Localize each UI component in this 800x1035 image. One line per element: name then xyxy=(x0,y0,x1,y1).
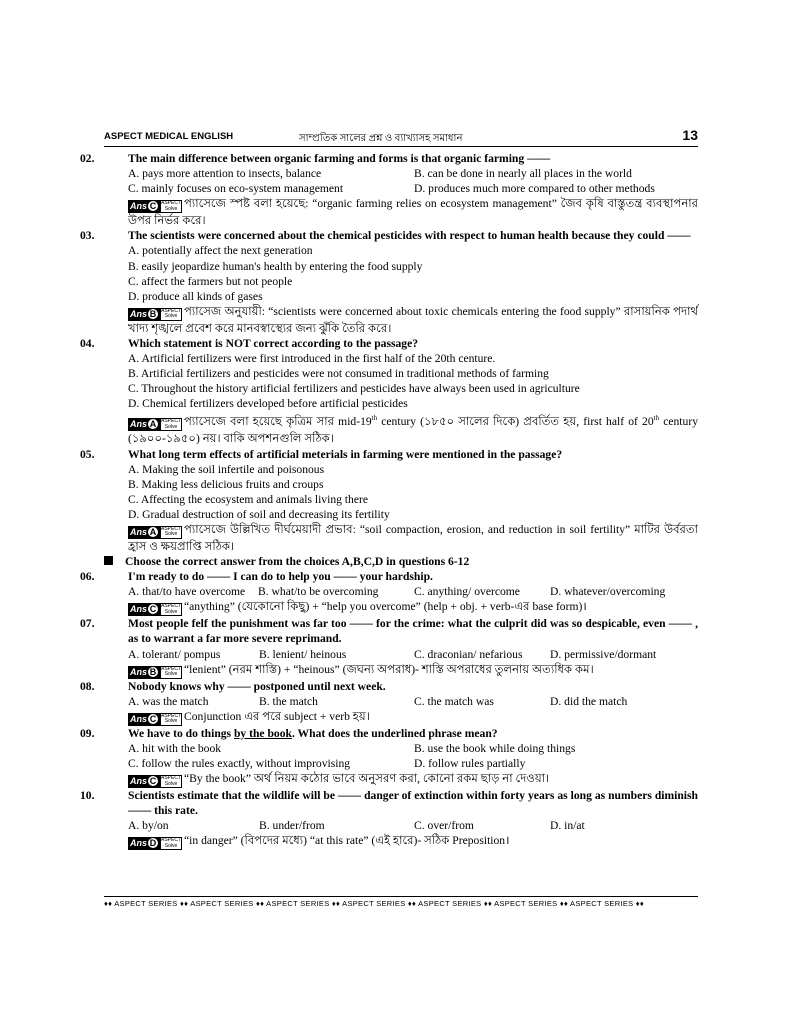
options-row: C. mainly focuses on eco-system management D. produces much more compared to other methods xyxy=(128,182,655,196)
option: A. Making the soil infertile and poisonous xyxy=(128,462,325,476)
question-06: 06. I'm ready to do —— I can do to help you —— your hardship. xyxy=(80,570,433,584)
question-10: 10. Scientists estimate that the wildlife will be —— danger of extinction within forty years as long as numbers diminish —— this rate. xyxy=(80,789,698,818)
question-09: 09. We have to do things by the book. What does the underlined phrase mean? xyxy=(80,726,498,740)
option: D. Chemical fertilizers developed before artificial pesticides xyxy=(128,397,408,411)
page xyxy=(80,127,698,849)
options-row: A. pays more attention to insects, balance B. can be done in nearly all places in the world xyxy=(128,167,632,181)
question-08: 08. Nobody knows why —— postponed until next week. xyxy=(80,679,386,693)
content xyxy=(80,151,698,850)
section-heading: Choose the correct answer from the choices A,B,C,D in questions 6-12 xyxy=(104,554,698,569)
options-row: A. tolerant/ pompus B. lenient/ heinous C. draconian/ nefarious D. permissive/dormant xyxy=(128,647,657,661)
header-subtitle: সাম্প্রতিক সালের প্রশ্ন ও ব্যাখ্যাসহ সমাধান xyxy=(299,133,463,144)
question-02: 02. The main difference between organic farming and forms is that organic farming —— xyxy=(80,152,551,165)
answer-badge: Ans C ASPECT Solve xyxy=(130,603,182,615)
answer-badge: Ans A ASPECT Solve xyxy=(130,525,182,538)
options-row: A. was the match B. the match C. the match was D. did the match xyxy=(128,694,628,708)
question-03: 03. The scientists were concerned about the chemical pesticides with respect to human health because they could —— xyxy=(80,229,691,243)
options-row: A. by/on B. under/from C. over/from D. in/at xyxy=(128,819,585,833)
option: D. Gradual destruction of soil and decreasing its fertility xyxy=(128,507,390,521)
options-row: A. hit with the book B. use the book while doing things xyxy=(128,741,576,755)
book-title: ASPECT MEDICAL ENGLISH xyxy=(104,131,234,142)
option: C. Affecting the ecosystem and animals living there xyxy=(128,492,368,506)
question-04: 04. Which statement is NOT correct according to the passage? xyxy=(80,336,419,350)
question-05: 05. What long term effects of artificial meterials in farming were mentioned in the passage? xyxy=(80,447,563,461)
option: B. Artificial fertilizers and pesticides were not consumed in traditional methods of farming xyxy=(128,367,549,381)
answer-explanation: Ans C ASPECT Solve প্যাসেজে স্পষ্ট বলা হয়েছে: “organic farming relies on ecosystem management” জৈব কৃষি বাস্তুতন্ত্র ব্যবস্থাপনার উপর নির্ভর করে। xyxy=(128,197,698,228)
option: B. Making less delicious fruits and croups xyxy=(128,477,324,491)
answer-explanation: Ans C ASPECT Solve “By the book” অর্থ নিয়ম কঠোর ভাবে অনুসরণ করা, কোনো রকম ছাড় না দেওয়া। xyxy=(130,772,550,787)
options-row: C. follow the rules exactly, without improvising D. follow rules partially xyxy=(128,757,526,770)
answer-badge: Ans C ASPECT Solve xyxy=(130,775,182,787)
option: D. produce all kinds of gases xyxy=(128,289,263,303)
answer-explanation: Ans D ASPECT Solve “in danger” (বিপদের মধ্যে) “at this rate” (এই হারে)- সঠিক Preposition। xyxy=(130,834,510,849)
answer-badge: Ans A ASPECT Solve xyxy=(130,418,182,430)
page-footer: ♦♦ ASPECT SERIES ♦♦ ASPECT SERIES ♦♦ ASPECT SERIES ♦♦ ASPECT SERIES ♦♦ ASPECT SERIES ♦♦ ASPECT SERIES ♦♦ ASPECT SERIES ♦♦ xyxy=(104,896,698,908)
answer-explanation: Ans C ASPECT Solve Conjunction এর পরে subject + verb হয়। xyxy=(130,709,370,725)
answer-explanation: Ans A ASPECT Solve প্যাসেজে উল্লিখিত দীর্ঘমেয়াদী প্রভাব: “soil compaction, erosion, and reduction in soil fertility” মাটির উর্বরতা হ্রাস ও ক্ষয়প্রাপ্তি সঠিক। xyxy=(128,522,698,553)
answer-badge: Ans C ASPECT Solve xyxy=(130,200,182,212)
page-number: 13 xyxy=(682,127,698,143)
answer-badge: Ans B ASPECT Solve xyxy=(130,665,182,678)
answer-explanation: Ans B ASPECT Solve “lenient” (নরম শাস্তি) + “heinous” (জঘন্য অপরাধ)- শাস্তি অপরাধের তুলনায় অত্যধিক কম। xyxy=(130,662,594,678)
option: A. potentially affect the next generation xyxy=(128,244,313,258)
question-07: 07. Most people felf the punishment was far too —— for the crime: what the culprit did was so despicable, even —— , as to warrant a far more severe reprimand. xyxy=(80,617,698,646)
option: C. affect the farmers but not people xyxy=(128,274,293,288)
option: C. Throughout the history artificial fertilizers and pesticides have always been used in agriculture xyxy=(128,382,580,396)
answer-badge: Ans D ASPECT Solve xyxy=(130,837,182,849)
option: B. easily jeopardize human's health by entering the food supply xyxy=(128,259,423,273)
answer-explanation: Ans A ASPECT Solve প্যাসেজে বলা হয়েছে কৃত্রিম সার mid-19th century (১৮৫০ সালের দিকে) প্রবর্তিত হয়, first half of 20th century (১৯০০-১৯৫০) নয়। বাকি অপশনগুলি সঠিক। xyxy=(128,414,698,446)
option: A. Artificial fertilizers were first introduced in the first half of the 20th centure. xyxy=(128,352,496,366)
answer-badge: Ans C ASPECT Solve xyxy=(130,712,182,725)
page-header xyxy=(104,128,698,147)
answer-badge: Ans B ASPECT Solve xyxy=(130,307,182,320)
answer-explanation: Ans C ASPECT Solve “anything” (যেকোনো কিছু) + “help you overcome” (help + obj. + verb-এর base form)। xyxy=(130,600,587,615)
square-bullet-icon xyxy=(104,556,113,565)
answer-explanation: Ans B ASPECT Solve প্যাসেজ অনুযায়ী: “scientists were concerned about toxic chemicals entering the food supply” রাসায়নিক পদার্থ খাদ্য শৃঙ্খলে প্রবেশ করে মানবস্বাস্থ্যের জন্য ঝুঁকি তৈরি করে। xyxy=(128,304,698,335)
options-row: A. that/to have overcome B. what/to be overcoming C. anything/ overcome D. whatever/overcoming xyxy=(128,585,666,599)
